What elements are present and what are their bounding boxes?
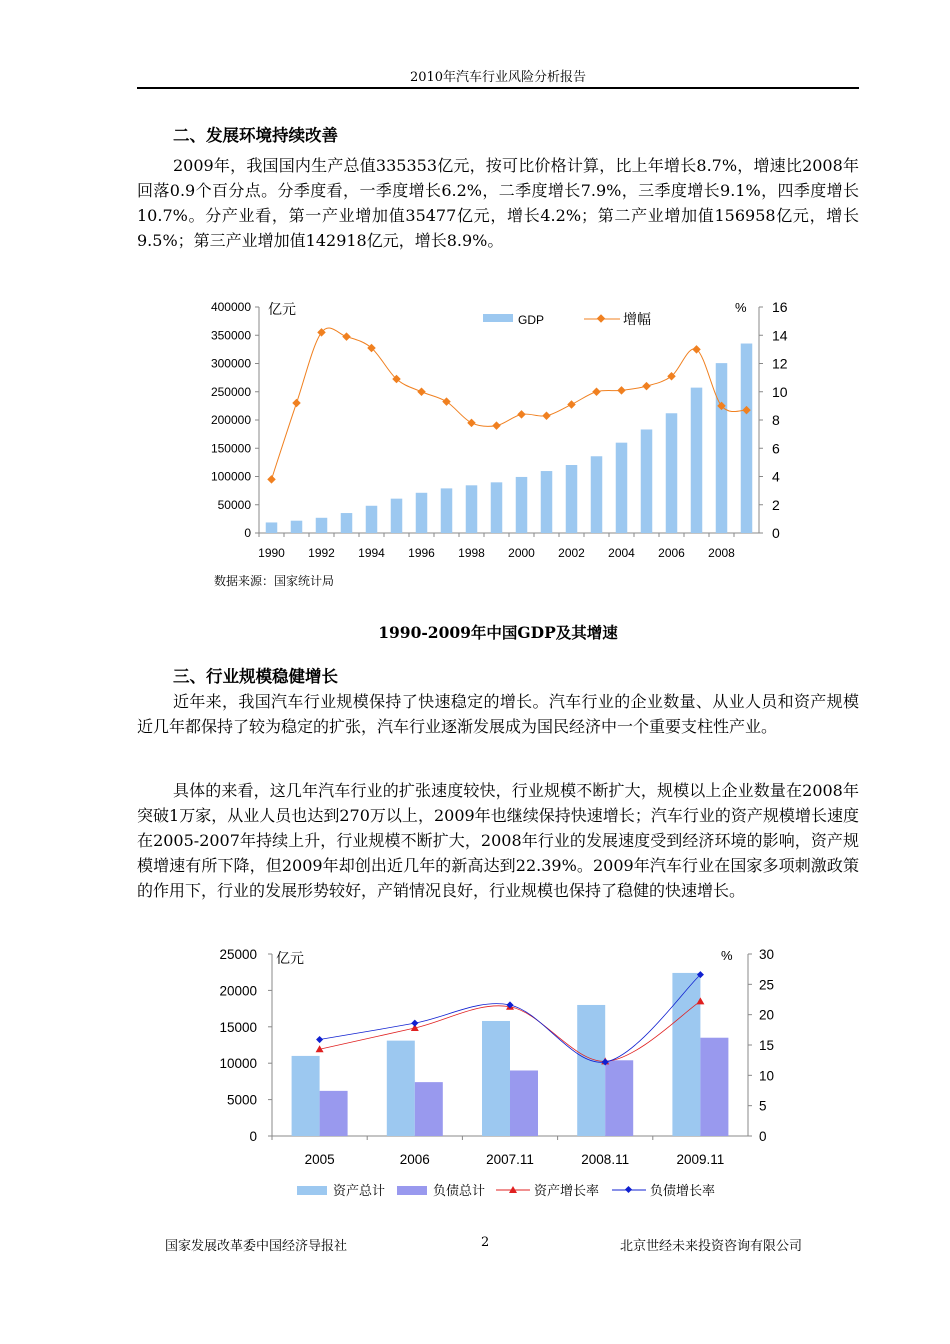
assets-total-bar (672, 973, 700, 1136)
paragraph-gdp: 2009年，我国国内生产总值335353亿元，按可比价格计算，比上年增长8.7%，增速比2008年回落0.9个百分点。分季度看，一季度增长6.2%，二季度增长7.9%，三季度增长9.1%，四季度增长10.7%。分产业看，第一产业增加值35477亿元，增长4.2%；第二产业增加值156958亿元，增长9.5%；第三产业增加值142918亿元，增长8.9%。 (137, 156, 859, 250)
legend-assets-label: 资产总计 (333, 1183, 386, 1198)
gdp-growth-point (342, 332, 350, 340)
liability-growth-point (316, 1036, 323, 1043)
gdp-x-tick-label: 2006 (658, 546, 685, 560)
gdp-right-tick-label: 10 (772, 383, 788, 400)
gdp-right-tick-label: 14 (772, 327, 788, 344)
gdp-right-tick-label: 6 (772, 440, 780, 457)
gdp-growth-chart (190, 290, 810, 570)
gdp-bar (466, 485, 478, 533)
gdp-right-tick-label: 0 (772, 525, 780, 541)
gdp-left-tick-label: 150000 (210, 441, 251, 456)
assets-x-tick-label: 2008.11 (581, 1152, 630, 1167)
gdp-x-tick-label: 2004 (608, 546, 635, 560)
gdp-left-tick-label: 100000 (210, 469, 251, 484)
auto-industry-assets-chart (200, 940, 790, 1210)
gdp-left-tick-label: 350000 (210, 328, 251, 343)
gdp-bar (691, 388, 703, 533)
legend-assets-swatch (297, 1186, 327, 1195)
legend-liability-growth-label: 负债增长率 (650, 1183, 716, 1198)
liabilities-total-bar (415, 1082, 443, 1136)
figure-caption: 1990-2009年中国GDP及其增速 (378, 623, 618, 642)
assets-right-tick-label: 15 (759, 1038, 775, 1053)
assets-right-tick-label: 25 (759, 977, 775, 993)
gdp-bar (641, 429, 653, 533)
footer-company: 北京世经未来投资咨询有限公司 (620, 1239, 803, 1254)
gdp-x-tick-label: 1996 (408, 546, 435, 560)
liabilities-total-bar (320, 1091, 348, 1136)
gdp-x-tick-label: 2000 (508, 546, 535, 560)
assets-x-tick-label: 2009.11 (676, 1152, 725, 1167)
gdp-growth-line (267, 328, 750, 484)
header-rule (137, 87, 859, 89)
gdp-right-tick-label: 16 (772, 299, 788, 315)
gdp-chart-legend (483, 311, 651, 327)
paragraph-industry-detail: 具体的来看，这几年汽车行业的扩张速度较快，行业规模不断扩大，规模以上企业数量在2008年突破1万家，从业人员也达到270万以上，2009年也继续保持快速增长；汽车行业的资产规模增长速度在2005-2007年持续上升，行业规模不断扩大，2008年行业的发展速度受到经济环境的影响，资产规模增速有所下降，但2009年却创出近几年的新高达到22.39%。2009年汽车行业在国家多项刺激政策的作用下，行业的发展形势较好，产销情况良好，行业规模也保持了稳健的快速增长。 (137, 781, 859, 900)
gdp-bar (291, 521, 303, 533)
assets-chart-legend (297, 1183, 715, 1198)
gdp-right-axis-unit: % (735, 300, 747, 315)
gdp-right-tick-label: 4 (772, 468, 780, 485)
assets-left-tick-label: 0 (249, 1129, 257, 1144)
assets-bars (292, 973, 729, 1136)
assets-left-tick-label: 5000 (226, 1092, 257, 1108)
gdp-left-tick-label: 50000 (217, 497, 251, 512)
assets-x-tick-label: 2006 (399, 1152, 430, 1167)
legend-growth-marker (597, 314, 605, 322)
page-header-title: 2010年汽车行业风险分析报告 (409, 70, 587, 85)
legend-gdp-swatch (483, 314, 513, 322)
gdp-bar (441, 488, 453, 533)
gdp-bar (666, 413, 678, 533)
gdp-left-tick-label: 400000 (210, 300, 251, 314)
liabilities-total-bar (510, 1070, 538, 1136)
gdp-bar (316, 518, 328, 533)
gdp-left-axis-unit: 亿元 (268, 301, 296, 317)
gdp-bar (616, 443, 628, 533)
gdp-growth-point (542, 412, 550, 420)
gdp-left-tick-label: 300000 (210, 356, 251, 371)
assets-right-tick-label: 0 (759, 1129, 767, 1144)
legend-liabilities-swatch (397, 1186, 427, 1195)
legend-gdp-label: GDP (518, 313, 545, 327)
gdp-growth-point (467, 419, 475, 427)
gdp-right-tick-label: 12 (772, 355, 788, 372)
legend-liabilities-label: 负债总计 (433, 1183, 486, 1198)
gdp-bar (266, 522, 278, 533)
footer-publisher: 国家发展改革委中国经济导报社 (165, 1239, 348, 1254)
liability-growth-point (411, 1020, 418, 1027)
legend-asset-growth-label: 资产增长率 (534, 1183, 600, 1198)
data-source-note: 数据来源：国家统计局 (214, 574, 335, 588)
gdp-x-tick-label: 1998 (458, 546, 485, 560)
assets-total-bar (387, 1041, 415, 1136)
gdp-right-tick-label: 2 (772, 496, 780, 513)
assets-right-tick-label: 10 (759, 1068, 775, 1084)
gdp-growth-point (442, 397, 450, 405)
assets-total-bar (482, 1021, 510, 1136)
gdp-bars (266, 344, 753, 533)
gdp-bar (341, 513, 353, 533)
gdp-growth-point (567, 400, 575, 408)
gdp-growth-point (267, 475, 275, 483)
assets-left-axis-unit: 亿元 (276, 950, 304, 966)
assets-right-tick-label: 30 (759, 947, 775, 962)
section-heading-environment: 二、发展环境持续改善 (173, 126, 338, 145)
gdp-bar (391, 499, 403, 533)
gdp-left-tick-label: 250000 (210, 384, 251, 399)
gdp-growth-point (492, 421, 500, 429)
gdp-bar (416, 493, 428, 533)
assets-x-tick-label: 2005 (304, 1152, 335, 1167)
legend-liability-growth-marker (625, 1186, 632, 1193)
gdp-growth-point (517, 410, 525, 418)
gdp-x-tick-label: 1994 (358, 546, 385, 560)
gdp-left-tick-label: 200000 (210, 413, 251, 427)
assets-left-tick-label: 15000 (219, 1019, 257, 1035)
gdp-growth-point (417, 388, 425, 396)
gdp-bar (741, 344, 753, 533)
assets-right-tick-label: 20 (759, 1007, 775, 1023)
liabilities-total-bar (700, 1038, 728, 1136)
gdp-x-tick-label: 2008 (708, 546, 735, 560)
assets-right-axis-unit: % (721, 948, 733, 963)
gdp-growth-point (292, 399, 300, 407)
gdp-growth-point (592, 388, 600, 396)
page-number: 2 (481, 1235, 490, 1250)
assets-right-tick-label: 5 (759, 1098, 767, 1114)
gdp-right-tick-label: 8 (772, 412, 780, 428)
assets-left-tick-label: 25000 (219, 947, 257, 962)
gdp-left-tick-label: 0 (244, 526, 251, 540)
gdp-x-tick-label: 1990 (258, 546, 285, 560)
gdp-bar (516, 477, 528, 533)
gdp-bar (716, 363, 728, 533)
section-heading-industry: 三、行业规模稳健增长 (173, 667, 338, 686)
gdp-growth-point (617, 386, 625, 394)
assets-total-bar (292, 1056, 320, 1136)
gdp-bar (366, 506, 378, 533)
gdp-bar (591, 456, 603, 533)
gdp-bar (491, 482, 503, 533)
legend-growth-label: 增幅 (623, 311, 651, 327)
gdp-bar (566, 465, 578, 533)
gdp-growth-point (642, 382, 650, 390)
assets-left-tick-label: 20000 (219, 983, 257, 999)
gdp-bar (541, 471, 553, 533)
liabilities-total-bar (605, 1060, 633, 1136)
assets-total-bar (577, 1005, 605, 1136)
gdp-x-tick-label: 2002 (558, 546, 585, 560)
paragraph-industry-scale: 近年来，我国汽车行业规模保持了快速稳定的增长。汽车行业的企业数量、从业人员和资产规模近几年都保持了较为稳定的扩张，汽车行业逐渐发展成为国民经济中一个重要支柱性产业。 (137, 692, 859, 736)
assets-left-tick-label: 10000 (219, 1056, 257, 1072)
assets-x-tick-label: 2007.11 (486, 1152, 534, 1167)
gdp-x-tick-label: 1992 (308, 546, 335, 560)
